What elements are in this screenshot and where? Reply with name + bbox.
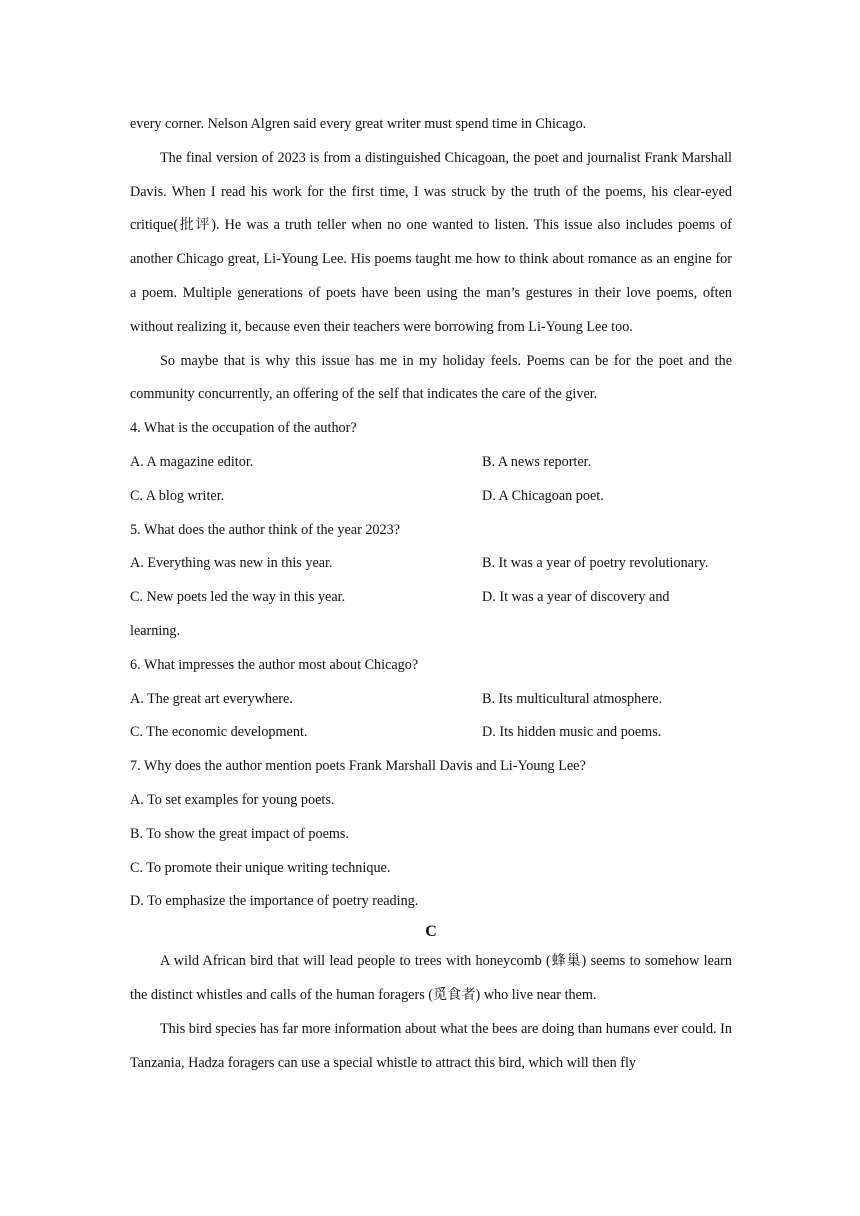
question-4-option-d: D. A Chicagoan poet. xyxy=(482,487,604,504)
question-7-option-a: A. To set examples for young poets. xyxy=(130,791,335,808)
question-5-stem: 5. What does the author think of the year 2023? xyxy=(130,521,401,538)
question-6-option-a: A. The great art everywhere. xyxy=(130,690,293,707)
question-5-option-c: C. New poets led the way in this year. xyxy=(130,589,346,606)
question-5-option-d: D. It was a year of discovery and xyxy=(482,589,670,606)
question-6-option-b: B. Its multicultural atmosphere. xyxy=(482,690,663,707)
question-4-option-a: A. A magazine editor. xyxy=(130,453,254,470)
document-page xyxy=(130,108,732,1080)
question-4-options-row-2 xyxy=(130,480,732,514)
question-6-option-d: D. Its hidden music and poems. xyxy=(482,724,662,741)
passage-b-paragraph-0: every corner. Nelson Algren said every great writer must spend time in Chicago. xyxy=(130,116,587,132)
question-6-options-row-1 xyxy=(130,683,732,717)
question-5-option-b: B. It was a year of poetry revolutionary. xyxy=(482,555,709,572)
question-5-option-a: A. Everything was new in this year. xyxy=(130,555,333,572)
question-5-options-row-1 xyxy=(130,547,732,581)
passage-b-paragraph-1: The final version of 2023 is from a distinguished Chicagoan, the poet and journalist Frank Marshall Davis. When I read his work for the first time, I was struck by the truth of the poems, his clear-eyed critique(批评). He was a truth teller when no one wanted to listen. This issue also includes poems of another Chicago great, Li-Young Lee. His poems taught me how to think about romance as an engine for a poem. Multiple generations of poets have been using the man’s gestures in their love poems, often without realizing it, because even their teachers were borrowing from Li-Young Lee too. xyxy=(130,149,732,335)
question-4-option-b: B. A news reporter. xyxy=(482,453,592,470)
question-6-stem: 6. What impresses the author most about Chicago? xyxy=(130,656,419,673)
question-5-option-d-continued: learning. xyxy=(130,622,181,639)
question-4-stem: 4. What is the occupation of the author? xyxy=(130,420,357,437)
question-7-option-b: B. To show the great impact of poems. xyxy=(130,825,350,842)
section-c-heading: C xyxy=(425,923,437,941)
question-6-options-row-2 xyxy=(130,716,732,750)
passage-c-paragraph-1: A wild African bird that will lead people to trees with honeycomb (蜂巢) seems to somehow learn the distinct whistles and calls of the human foragers (觅食者) who live near them. xyxy=(130,953,732,1003)
question-4-option-c: C. A blog writer. xyxy=(130,487,225,504)
question-4-options-row-1 xyxy=(130,446,732,480)
question-7-option-c: C. To promote their unique writing technique. xyxy=(130,859,391,876)
question-7-option-d: D. To emphasize the importance of poetry reading. xyxy=(130,893,419,910)
question-6-option-c: C. The economic development. xyxy=(130,724,308,741)
question-7-stem: 7. Why does the author mention poets Frank Marshall Davis and Li-Young Lee? xyxy=(130,758,586,775)
passage-b-paragraph-2: So maybe that is why this issue has me in my holiday feels. Poems can be for the poet and the community concurrently, an offering of the self that indicates the care of the giver. xyxy=(130,352,732,403)
question-5-options-row-2 xyxy=(130,581,732,615)
passage-c-paragraph-2: This bird species has far more information about what the bees are doing than humans ever could. In Tanzania, Hadza foragers can use a special whistle to attract this bird, which will then fly xyxy=(130,1020,732,1071)
